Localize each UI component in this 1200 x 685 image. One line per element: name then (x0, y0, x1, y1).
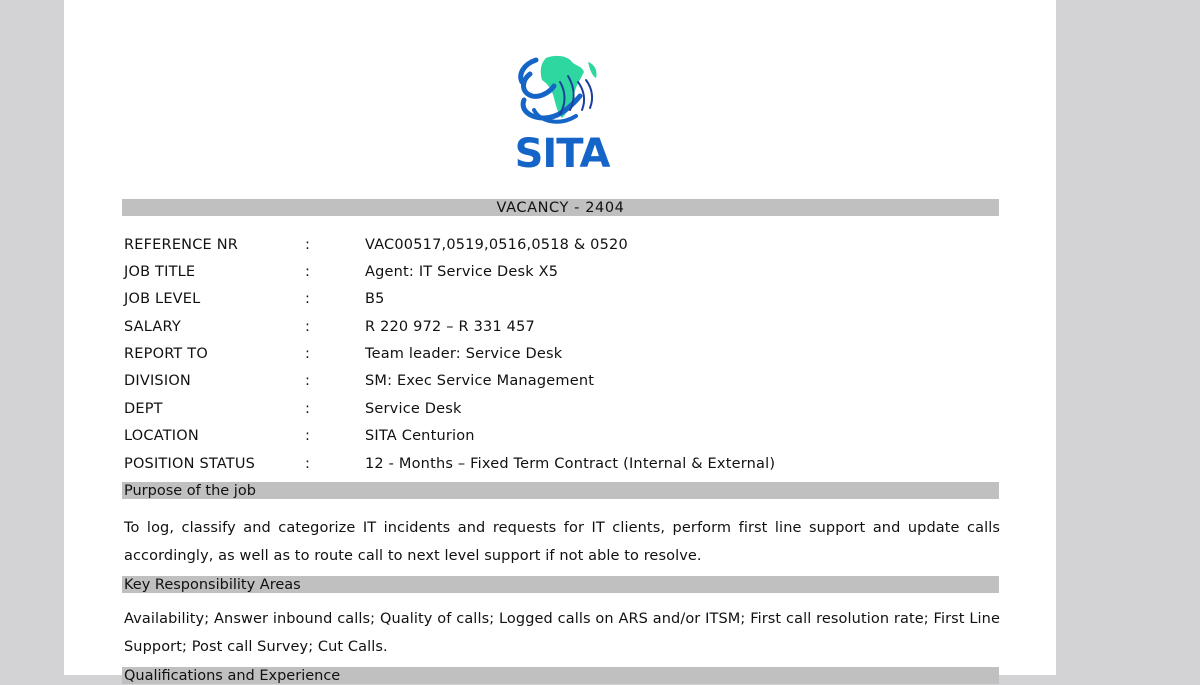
detail-label: DEPT (124, 401, 163, 417)
section-heading-qualifications: Qualifications and Experience (122, 667, 999, 684)
detail-label: DIVISION (124, 373, 191, 389)
detail-separator: : (305, 319, 311, 335)
detail-value: Team leader: Service Desk (365, 346, 563, 362)
detail-separator: : (305, 456, 311, 472)
detail-value: B5 (365, 291, 385, 307)
detail-value: 12 - Months – Fixed Term Contract (Internal & External) (365, 456, 776, 472)
detail-label: REFERENCE NR (124, 237, 239, 253)
detail-separator: : (305, 264, 311, 280)
section-heading-purpose: Purpose of the job (122, 482, 999, 499)
detail-value: SM: Exec Service Management (365, 373, 595, 389)
detail-label: JOB LEVEL (124, 291, 201, 307)
vacancy-title: VACANCY - 2404 (122, 199, 999, 216)
detail-separator: : (305, 428, 311, 444)
detail-value: R 220 972 – R 331 457 (365, 319, 535, 335)
detail-separator: : (305, 237, 311, 253)
section-body-purpose: To log, classify and categorize IT incidents and requests for IT clients, perform first line support and update calls accordingly, as well as to route call to next level support if not able to resolve. (124, 520, 1000, 564)
detail-label: POSITION STATUS (124, 456, 256, 472)
detail-separator: : (305, 373, 311, 389)
detail-label: JOB TITLE (124, 264, 196, 280)
detail-label: LOCATION (124, 428, 199, 444)
detail-label: SALARY (124, 319, 181, 335)
detail-value: VAC00517,0519,0516,0518 & 0520 (365, 237, 628, 253)
sita-logo (510, 52, 614, 176)
section-heading-key-responsibility: Key Responsibility Areas (122, 576, 999, 593)
section-body-key-responsibility: Availability; Answer inbound calls; Quality of calls; Logged calls on ARS and/or ITSM; First call resolution rate; First Line Support; Post call Survey; Cut Calls. (124, 611, 1000, 655)
detail-separator: : (305, 346, 311, 362)
detail-separator: : (305, 401, 311, 417)
logo-wordmark: SITA (514, 131, 610, 177)
detail-separator: : (305, 291, 311, 307)
document-page (64, 0, 1056, 684)
detail-value: Agent: IT Service Desk X5 (365, 264, 559, 280)
africa-globe-icon (510, 52, 614, 132)
detail-value: SITA Centurion (365, 428, 475, 444)
detail-value: Service Desk (365, 401, 462, 417)
detail-label: REPORT TO (124, 346, 208, 362)
